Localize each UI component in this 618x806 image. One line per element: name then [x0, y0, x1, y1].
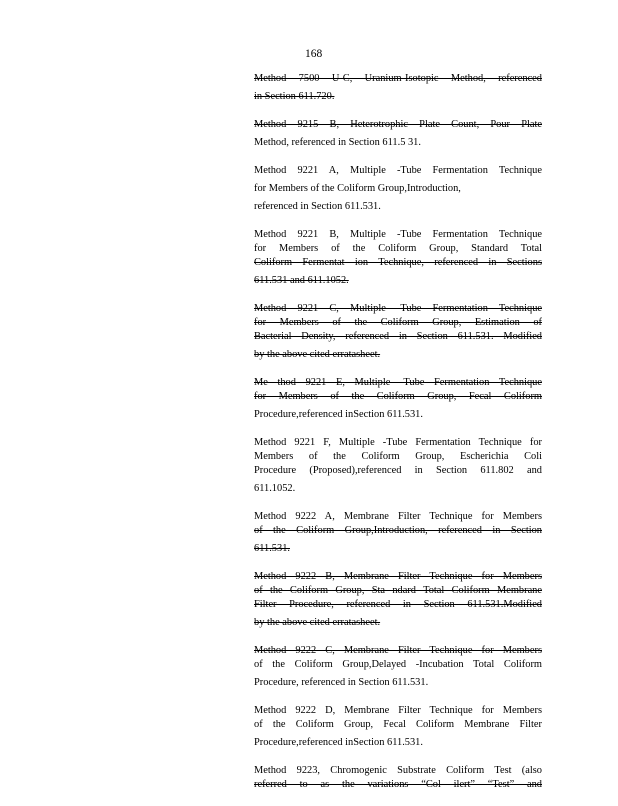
struck-line: in Section 611.720.: [254, 91, 335, 102]
struck-line: for Members of the Coliform Group, Fecal Coliform: [254, 391, 542, 402]
method-entries: [254, 72, 542, 806]
struck-line: Method 7500 U-C, Uranium-Isotopic Method, referenced: [254, 73, 542, 84]
struck-line: 611.531 and 611.1052.: [254, 275, 349, 286]
struck-line: Method 9221 C, Multiple -Tube Fermentation Technique: [254, 303, 542, 314]
text-line: Method 9221 F, Multiple -Tube Fermentation Technique for: [254, 437, 542, 448]
struck-line: of the Coliform Group,Introduction, referenced in Section: [254, 525, 542, 536]
text-line: Members of the Coliform Group, Escherichia Coli: [254, 451, 542, 462]
struck-line: Me thod 9221 E, Multiple -Tube Fermentation Technique: [254, 377, 542, 388]
text-line: Procedure,referenced inSection 611.531.: [254, 737, 423, 748]
method-entry: [254, 302, 542, 362]
text-line: Method 9222 D, Membrane Filter Technique for Members: [254, 705, 542, 716]
struck-line: Coliform Fermentat ion Technique, referenced in Sections: [254, 257, 542, 268]
text-line: Method 9222 A, Membrane Filter Technique for Members: [254, 511, 542, 522]
text-line: 611.1052.: [254, 483, 296, 494]
struck-line: for Members of the Coliform Group, Estimation of: [254, 317, 542, 328]
method-entry: [254, 704, 542, 750]
text-line: Procedure (Proposed),referenced in Section 611.802 and: [254, 465, 542, 476]
struck-line: referred to as the variations “Col ilert” “Test” and: [254, 779, 542, 790]
text-line: of the Coliform Group,Delayed -Incubation Total Coliform: [254, 659, 542, 670]
struck-line: by the above cited erratasheet.: [254, 617, 381, 628]
page-number: 168: [305, 48, 323, 60]
struck-line: Method 9222 B, Membrane Filter Technique for Members: [254, 571, 542, 582]
method-entry: [254, 164, 542, 214]
struck-line: Method 9215 B, Heterotrophic Plate Count, Pour Plate: [254, 119, 542, 130]
text-line: for Members of the Coliform Group,Introduction,: [254, 183, 461, 194]
method-entry: [254, 376, 542, 422]
text-line: Method 9221 B, Multiple -Tube Fermentation Technique: [254, 229, 542, 240]
text-line: referenced in Section 611.531.: [254, 201, 381, 212]
text-line: of the Coliform Group, Fecal Coliform Membrane Filter: [254, 719, 542, 730]
method-entry: [254, 764, 542, 792]
method-entry: [254, 436, 542, 496]
struck-line: Filter Procedure, referenced in Section 611.531.Modified: [254, 599, 542, 610]
struck-line: 611.531.: [254, 543, 290, 554]
method-entry: [254, 510, 542, 556]
struck-line: of the Coliform Group, Sta ndard Total Coliform Membrane: [254, 585, 542, 596]
text-line: Procedure, referenced in Section 611.531.: [254, 677, 429, 688]
method-entry: [254, 644, 542, 690]
text-line: Method 9223, Chromogenic Substrate Coliform Test (also: [254, 765, 542, 776]
method-entry: [254, 118, 542, 150]
text-line: Method 9221 A, Multiple -Tube Fermentation Technique: [254, 165, 542, 176]
method-entry: [254, 570, 542, 630]
struck-line: Method 9222 C, Membrane Filter Technique for Members: [254, 645, 542, 656]
method-entry: [254, 72, 542, 104]
text-line: Method, referenced in Section 611.5 31.: [254, 137, 421, 148]
struck-line: by the above cited erratasheet.: [254, 349, 381, 360]
struck-line: Bacterial Density, referenced in Section 611.531. Modified: [254, 331, 542, 342]
method-entry: [254, 228, 542, 288]
text-line: Procedure,referenced inSection 611.531.: [254, 409, 423, 420]
text-line: for Members of the Coliform Group, Standard Total: [254, 243, 542, 254]
